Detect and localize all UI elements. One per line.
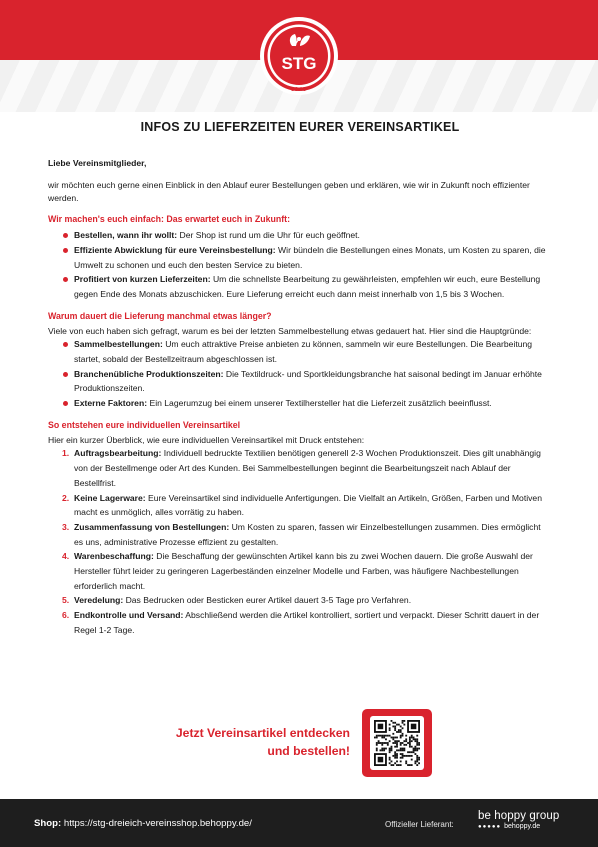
item-number: 5. <box>62 595 70 606</box>
item-text: Das Bedrucken oder Besticken eurer Artikel dauert 3-5 Tage pro Verfahren. <box>123 595 412 606</box>
footer-bar <box>0 799 598 847</box>
item-label: Keine Lagerware: <box>74 492 146 503</box>
intro-paragraph: wir möchten euch gerne einen Einblick in den Ablauf eurer Bestellungen geben und erklären, wie wir in Zukunft noch effizienter werden. <box>48 180 530 203</box>
item-label: Sammelbestellungen: <box>74 339 163 350</box>
cta-line-2: und bestellen! <box>267 744 350 758</box>
section-process <box>48 419 552 638</box>
list-item <box>62 520 552 549</box>
official-supplier-label: Offizieller Lieferant: <box>385 820 454 829</box>
club-logo <box>259 16 339 96</box>
item-number: 6. <box>62 610 70 621</box>
qr-code-frame[interactable] <box>362 709 432 777</box>
numbered-list <box>62 446 552 637</box>
list-item <box>62 367 552 396</box>
brand-name: be hoppy group <box>478 810 560 822</box>
page-title: INFOS ZU LIEFERZEITEN EURER VEREINSARTIKEL <box>140 120 460 134</box>
list-item <box>62 446 552 490</box>
item-label: Profitiert von kurzen Lieferzeiten: <box>74 274 211 285</box>
brand-url: behoppy.de <box>504 823 541 830</box>
item-text: Abschließend werden die Artikel kontrolliert, sortiert und verpackt. Dieser Schritt dauert in der Regel 1-2 Tage. <box>74 610 540 635</box>
brand-tagline <box>478 823 578 830</box>
list-item <box>62 593 552 608</box>
item-label: Veredelung: <box>74 595 124 606</box>
list-item <box>62 243 552 272</box>
brand-logo <box>478 810 578 830</box>
section-heading: So entstehen eure individuellen Vereinsartikel <box>48 419 241 430</box>
item-label: Zusammenfassung von Bestellungen: <box>74 521 230 532</box>
list-item <box>62 549 552 593</box>
item-text: Wir bündeln die Bestellungen eines Monats, um Kosten zu sparen, die Umwelt zu schonen und euch den besten Service zu bieten. <box>74 244 546 270</box>
item-label: Effiziente Abwicklung für eure Vereinsbestellung: <box>74 244 276 255</box>
item-text: Um die schnellste Bearbeitung zu gewährleisten, empfehlen wir euch, eure Bestellung gegen Ende des Monats abzuschicken. Eure Lieferung erreicht euch dann meist innerhalb von 1,5 bis 3 Wochen. <box>74 274 541 299</box>
main-content <box>48 120 552 646</box>
header-banner <box>0 0 598 112</box>
shop-url[interactable]: https://stg-dreieich-vereinsshop.behoppy.de/ <box>63 818 252 829</box>
list-item <box>62 491 552 520</box>
bullet-list <box>62 228 552 302</box>
item-label: Bestellen, wann ihr wollt: <box>74 230 178 241</box>
item-text: Ein Lagerumzug bei einem unserer Textilhersteller hat die Lieferzeit zusätzlich beeinflusst. <box>147 398 492 409</box>
logo-letters: STG <box>281 54 317 73</box>
item-text: Individuell bedruckte Textilien benötigen generell 2-3 Wochen Produktionszeit. Dies gilt unabhängig von der Bestellmenge oder Art des Kunden. Bei Sammelbestellungen beginnt die Bearbeitungszeit nach Ablauf der Bestellfrist. <box>74 448 541 488</box>
item-number: 4. <box>62 551 70 562</box>
item-label: Branchenübliche Produktionszeiten: <box>74 368 224 379</box>
item-text: Um Kosten zu sparen, fassen wir Einzelbestellungen zusammen. Dies ermöglicht es uns, administrative Prozesse effizient zu gestalten. <box>74 521 541 547</box>
item-number: 1. <box>62 448 70 459</box>
item-label: Endkontrolle und Versand: <box>74 610 184 621</box>
section-delays <box>48 310 552 411</box>
list-item <box>62 272 552 301</box>
shop-label: Shop: <box>34 818 62 829</box>
item-number: 3. <box>62 521 70 532</box>
section-heading: Warum dauert die Lieferung manchmal etwas länger? <box>48 310 272 321</box>
section-future <box>48 213 552 302</box>
list-item <box>62 396 552 411</box>
item-text: Die Textildruck- und Sportkleidungsbranche hat saisonal bedingt im Januar erhöhte Produktionszeiten. <box>74 368 542 394</box>
brand-dots: ●●●●● <box>478 823 502 830</box>
item-text: Der Shop ist rund um die Uhr für euch geöffnet. <box>177 230 360 241</box>
qr-code-icon[interactable] <box>370 716 424 770</box>
item-label: Auftragsbearbeitung: <box>74 448 162 459</box>
item-text: Die Beschaffung der gewünschten Artikel kann bis zu zwei Wochen dauern. Die große Auswahl der Hersteller führt leider zu geringeren Lagerbeständen einzelner Modelle und Farben, was häufigere Nachbestellungen erforderlich macht. <box>74 551 533 591</box>
item-number: 2. <box>62 492 70 503</box>
section-heading: Wir machen's euch einfach: Das erwartet euch in Zukunft: <box>48 214 291 225</box>
item-label: Externe Faktoren: <box>74 398 148 409</box>
bullet-list <box>62 337 552 411</box>
list-item <box>62 608 552 637</box>
section-intro: Hier ein kurzer Überblick, wie eure individuellen Vereinsartikel mit Druck entstehen: <box>48 434 365 445</box>
list-item <box>62 228 552 243</box>
item-text: Um euch attraktive Preise anbieten zu können, sammeln wir eure Bestellungen. Die Bearbeitung startet, sobald der Bestellzeitraum abgeschlossen ist. <box>74 339 533 364</box>
cta-text <box>150 724 350 760</box>
logo-year: 1848 <box>290 87 308 93</box>
greeting: Liebe Vereinsmitglieder, <box>48 158 147 168</box>
cta-line-1: Jetzt Vereinsartikel entdecken <box>175 726 350 740</box>
shop-link[interactable] <box>34 818 252 829</box>
section-intro: Viele von euch haben sich gefragt, warum es bei der letzten Sammelbestellung etwas gedauert hat. Hier sind die Hauptgründe: <box>48 325 532 336</box>
item-text: Eure Vereinsartikel sind individuelle Anfertigungen. Die Vielfalt an Artikeln, Größen, Farben und Motiven macht es unmöglich, alles vorrätig zu haben. <box>74 492 542 518</box>
list-item <box>62 337 552 366</box>
item-label: Warenbeschaffung: <box>74 551 154 562</box>
